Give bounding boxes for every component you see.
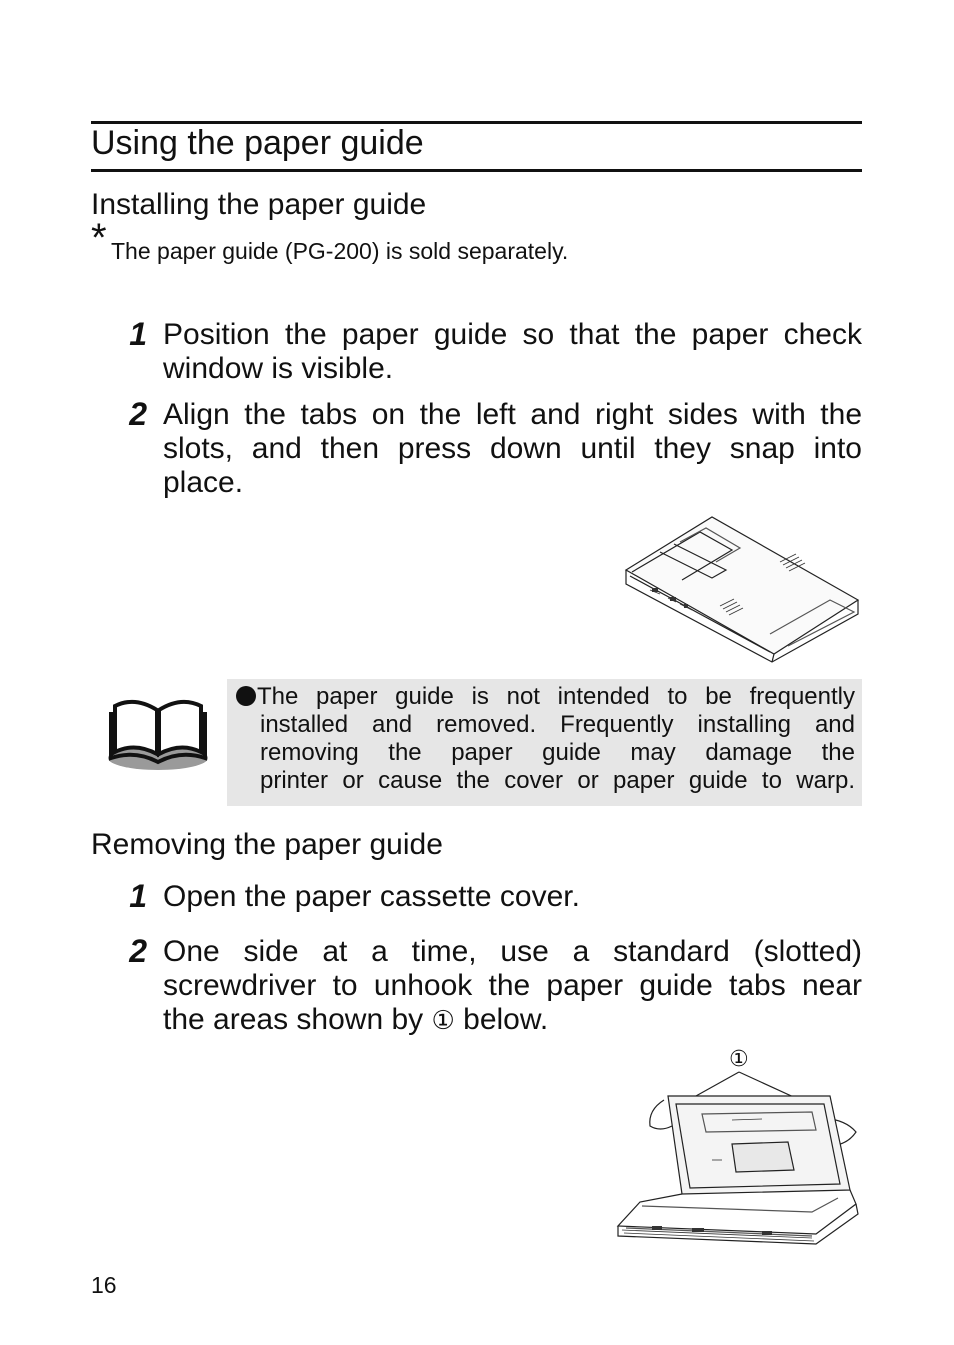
remove-step-2-text [163,935,862,1037]
remove-step-1-text [163,880,862,914]
install-step-2-text [163,398,862,500]
remove-step-1-number: 1 [129,878,147,914]
install-heading: Installing the paper guide [91,188,427,221]
memo-line-1: The paper guide is not intended to be frequently [257,683,855,710]
asterisk-mark: * [91,216,107,260]
sold-separately-note: The paper guide (PG-200) is sold separately. [111,238,569,264]
figure-marker-label: ① [729,1046,749,1071]
title-underline [91,169,862,172]
memo-line-2: installed and removed. Frequently installing and [260,711,855,738]
remove-heading: Removing the paper guide [91,828,443,861]
install-step-1-number: 1 [129,316,147,352]
remove-step-2-line-2: screwdriver to unhook the paper guide tabs near [163,969,862,1002]
open-book-icon [105,688,211,772]
remove-step-2-number: 2 [129,933,147,969]
memo-line-3: removing the paper guide may damage the [260,739,855,766]
remove-step-1-line-1: Open the paper cassette cover. [163,880,580,913]
remove-step-2-line-3-pre: the areas shown by [163,1003,432,1036]
printer-open-illustration [612,1070,862,1245]
install-step-2-number: 2 [129,396,147,432]
remove-step-2-line-3-post: below. [454,1003,549,1036]
printer-closed-illustration [620,514,862,664]
install-step-1-line-1: Position the paper guide so that the paper check [163,318,862,351]
remove-step-2-line-3 [163,1003,862,1037]
page-number: 16 [91,1272,117,1298]
memo-line-4: printer or cause the cover or paper guide to warp. [260,767,855,794]
section-title: Using the paper guide [91,124,424,162]
install-step-1-text [163,318,862,386]
install-step-2-line-2: slots, and then press down until they snap into [163,432,862,465]
memo-note-text [257,683,855,795]
install-step-1-line-2: window is visible. [163,352,394,385]
bullet-icon [236,686,256,706]
install-step-2-line-1: Align the tabs on the left and right sides with the [163,398,862,431]
circled-one-marker: ① [431,1005,455,1035]
remove-step-2-line-1: One side at a time, use a standard (slotted) [163,935,862,968]
install-step-2-line-3: place. [163,466,244,499]
